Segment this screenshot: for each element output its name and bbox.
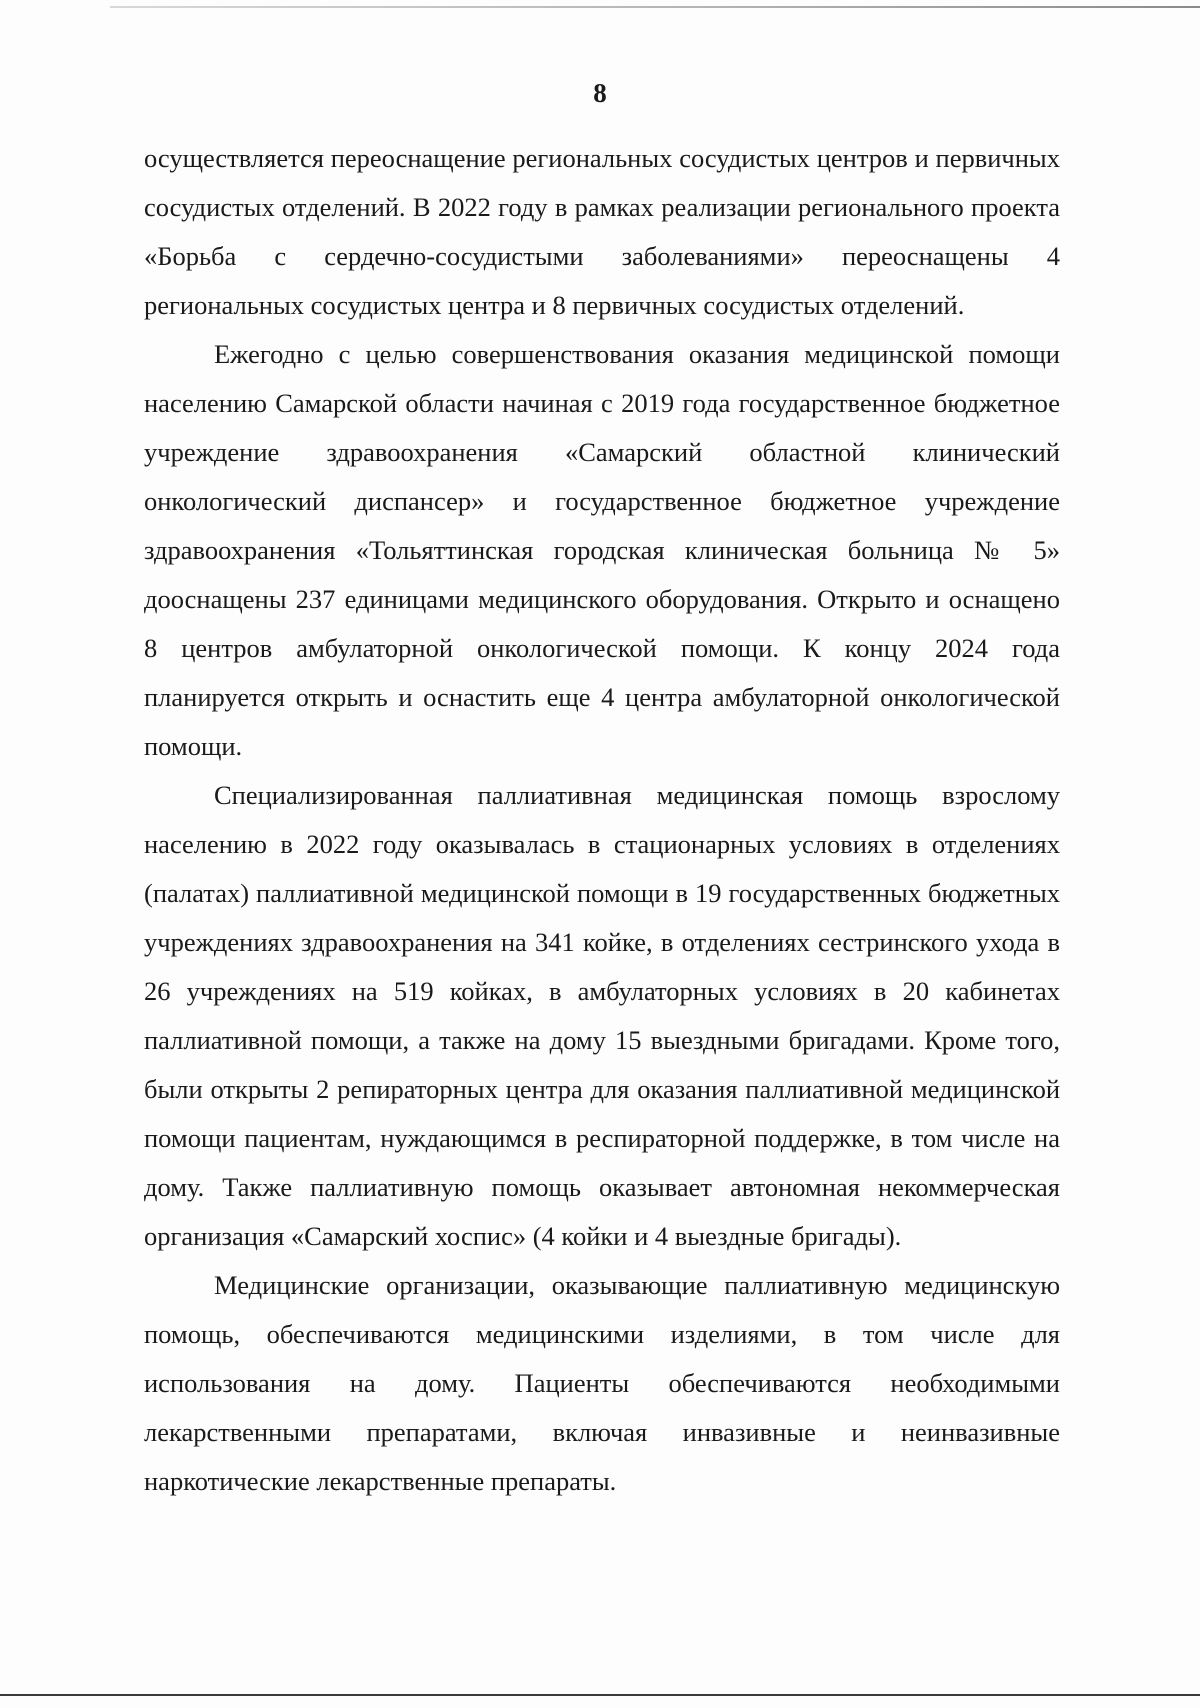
page-number: 8 — [593, 78, 607, 108]
paragraph-2: Ежегодно с целью совершенствования оказания медицинской помощи населению Самарской области начиная с 2019 года государственное бюджетное учреждение здравоохранения «Самарский областной клинический онкологический диспансер» и государственное бюджетное учреждение здравоохранения «Тольяттинская городская клиническая больница № 5» дооснащены 237 единицами медицинского оборудования. Открыто и оснащено 8 центров амбулаторной онкологической помощи. К концу 2024 года планируется открыть и оснастить еще 4 центра амбулаторной онкологической помощи. — [144, 339, 1060, 761]
scan-edge-top — [110, 6, 1200, 8]
paragraph-1: осуществляется переоснащение региональных сосудистых центров и первичных сосудистых отделений. В 2022 году в рамках реализации регионального проекта «Борьба с сердечно-сосудистыми заболеваниями» переоснащены 4 региональных сосудистых центра и 8 первичных сосудистых отделений. — [144, 143, 1060, 320]
document-body — [144, 134, 1060, 1506]
scan-edge-bottom — [0, 1694, 1200, 1696]
paragraph-4: Медицинские организации, оказывающие паллиативную медицинскую помощь, обеспечиваются медицинскими изделиями, в том числе для использования на дому. Пациенты обеспечиваются необходимыми лекарственными препаратами, включая инвазивные и неинвазивные наркотические лекарственные препараты. — [144, 1270, 1060, 1496]
paragraph-3: Специализированная паллиативная медицинская помощь взрослому населению в 2022 году оказывалась в стационарных условиях в отделениях (палатах) паллиативной медицинской помощи в 19 государственных бюджетных учреждениях здравоохранения на 341 койке, в отделениях сестринского ухода в 26 учреждениях на 519 койках, в амбулаторных условиях в 20 кабинетах паллиативной помощи, а также на дому 15 выездными бригадами. Кроме того, были открыты 2 репираторных центра для оказания паллиативной медицинской помощи пациентам, нуждающимся в респираторной поддержке, в том числе на дому. Также паллиативную помощь оказывает автономная некоммерческая организация «Самарский хоспис» (4 койки и 4 выездные бригады). — [144, 780, 1060, 1251]
